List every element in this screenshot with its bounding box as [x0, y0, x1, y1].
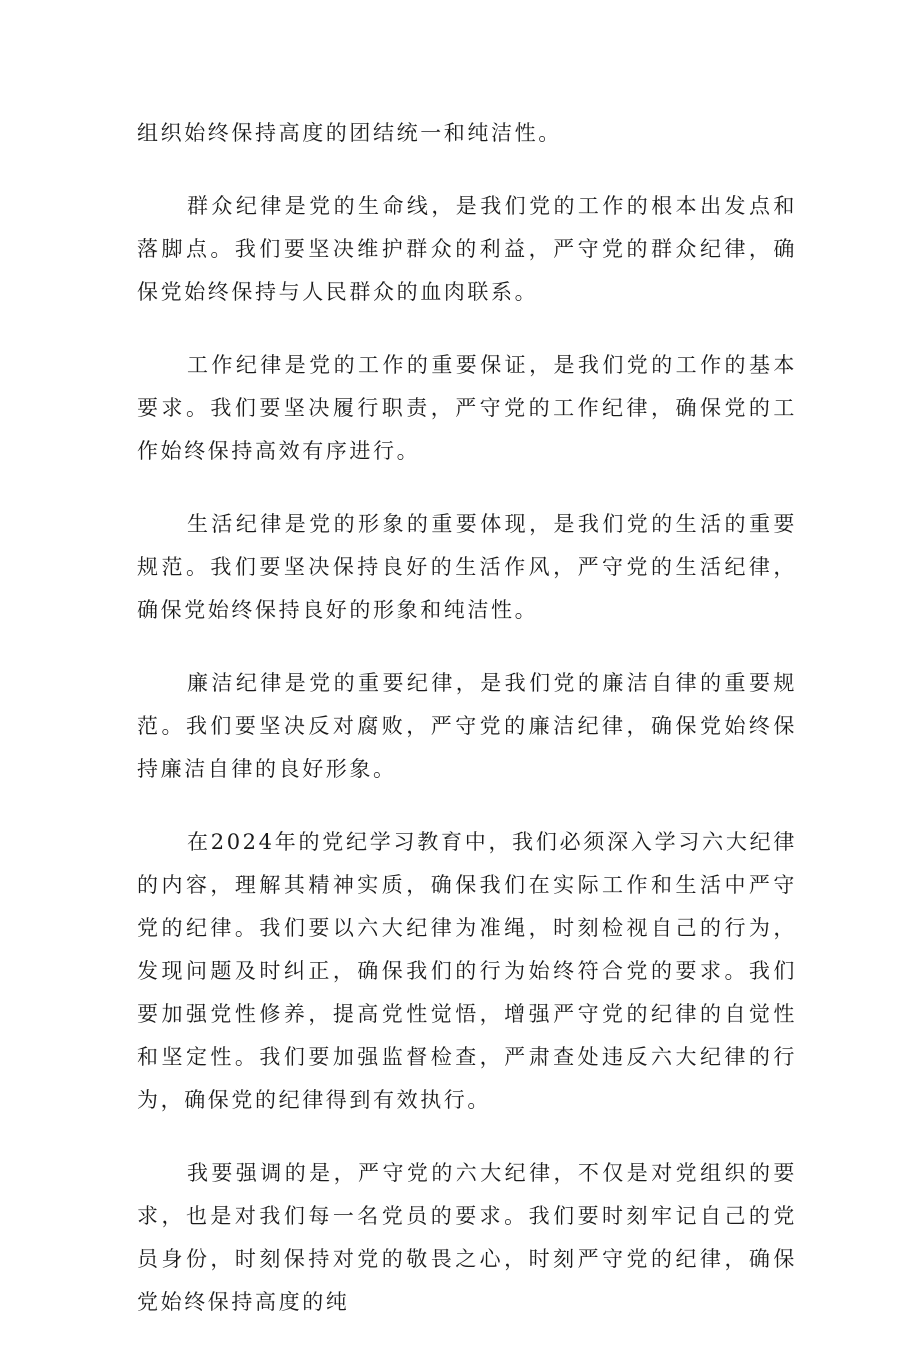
paragraph-5: 廉洁纪律是党的重要纪律，是我们党的廉洁自律的重要规范。我们要坚决反对腐败，严守党的廉洁纪律，确保党始终保持廉洁自律的良好形象。 [137, 671, 797, 781]
paragraph-6: 在2024年的党纪学习教育中，我们必须深入学习六大纪律的内容，理解其精神实质，确保我们在实际工作和生活中严守党的纪律。我们要以六大纪律为准绳，时刻检视自己的行为，发现问题及时纠正，确保我们的行为始终符合党的要求。我们要加强党性修养，提高党性觉悟，增强严守党的纪律的自觉性和坚定性。我们要加强监督检查，严肃查处违反六大纪律的行为，确保党的纪律得到有效执行。 [137, 830, 797, 1112]
paragraph-3: 工作纪律是党的工作的重要保证，是我们党的工作的基本要求。我们要坚决履行职责，严守党的工作纪律，确保党的工作始终保持高效有序进行。 [137, 353, 797, 463]
document-body [137, 112, 797, 1354]
paragraph-4: 生活纪律是党的形象的重要体现，是我们党的生活的重要规范。我们要坚决保持良好的生活作风，严守党的生活纪律，确保党始终保持良好的形象和纯洁性。 [137, 512, 797, 622]
paragraph-7: 我要强调的是，严守党的六大纪律，不仅是对党组织的要求，也是对我们每一名党员的要求。我们要时刻牢记自己的党员身份，时刻保持对党的敬畏之心，时刻严守党的纪律，确保党始终保持高度的纯 [137, 1161, 797, 1314]
paragraph-2: 群众纪律是党的生命线，是我们党的工作的根本出发点和落脚点。我们要坚决维护群众的利益，严守党的群众纪律，确保党始终保持与人民群众的血肉联系。 [137, 194, 797, 304]
paragraph-1: 组织始终保持高度的团结统一和纯洁性。 [137, 121, 562, 145]
